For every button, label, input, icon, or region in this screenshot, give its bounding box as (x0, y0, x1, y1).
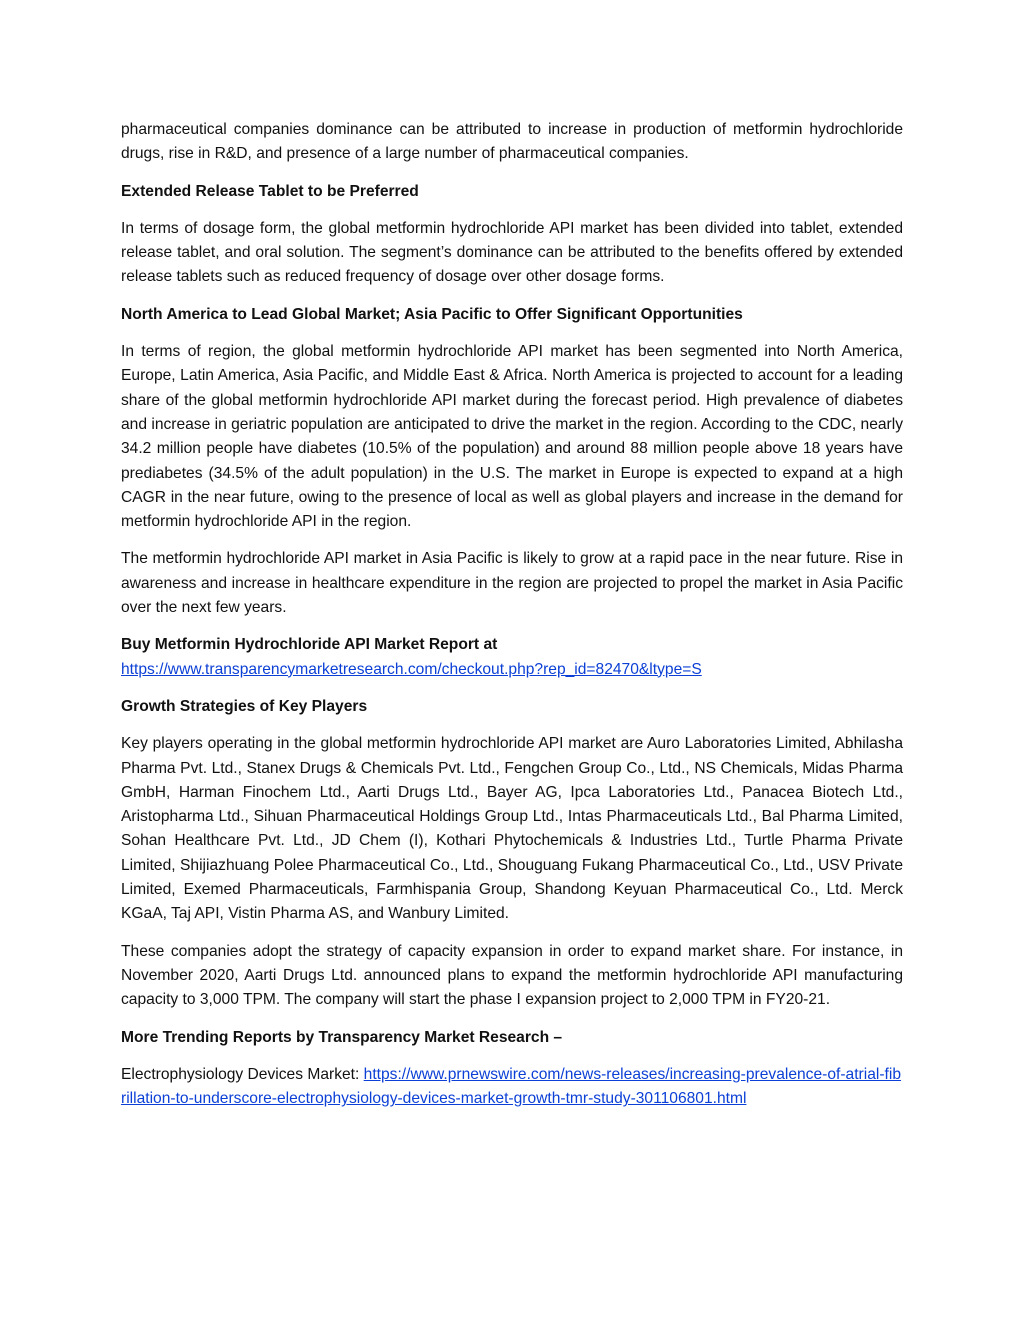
heading-north-america: North America to Lead Global Market; Asia Pacific to Offer Significant Opportunities (121, 305, 743, 323)
heading-extended-release: Extended Release Tablet to be Preferred (121, 182, 419, 200)
paragraph-key-players: Key players operating in the global metformin hydrochloride API market are Auro Laboratories Limited, Abhilasha Pharma Pvt. Ltd., Stanex Drugs & Chemicals Pvt. Ltd., Fengchen Group Co., Ltd., NS Chemicals, Midas Pharma GmbH, Harman Finochem Ltd., Aarti Drugs Ltd., Bayer AG, Ipca Laboratories Ltd., Panacea Biotech Ltd., Aristopharma Ltd., Sihuan Pharmaceutical Holdings Group Ltd., Intas Pharmaceuticals Ltd., Bal Pharma Limited, Sohan Healthcare Pvt. Ltd., JD Chem (I), Kothari Phytochemicals & Industries Ltd., Turtle Pharma Private Limited, Shijiazhuang Polee Pharmaceutical Co., Ltd., Shouguang Fukang Pharmaceutical Co., Ltd., USV Private Limited, Exemed Pharmaceuticals, Farmhispania Group, Shandong Keyuan Pharmaceutical Co., Ltd. Merck KGaA, Taj API, Vistin Pharma AS, and Wanbury Limited. (121, 735, 903, 923)
heading-trending-reports: More Trending Reports by Transparency Market Research – (121, 1028, 563, 1046)
buy-report-label: Buy Metformin Hydrochloride API Market Report at (121, 636, 498, 654)
trending-report-label: Electrophysiology Devices Market: (121, 1065, 364, 1083)
heading-growth-strategies: Growth Strategies of Key Players (121, 697, 368, 715)
paragraph-intro-continued: pharmaceutical companies dominance can be attributed to increase in production of metformin hydrochloride drugs, rise in R&D, and presence of a large number of pharmaceutical companies. (121, 121, 903, 163)
paragraph-region: In terms of region, the global metformin hydrochloride API market has been segmented into North America, Europe, Latin America, Asia Pacific, and Middle East & Africa. North America is projected to account for a leading share of the global metformin hydrochloride API market during the forecast period. High prevalence of diabetes and increase in geriatric population are anticipated to drive the market in the region. According to the CDC, nearly 34.2 million people have diabetes (10.5% of the population) and around 88 million people above 18 years have prediabetes (34.5% of the adult population) in the U.S. The market in Europe is expected to expand at a high CAGR in the near future, owing to the presence of local as well as global players and increase in the demand for metformin hydrochloride API in the region. (121, 343, 903, 531)
trending-report-item (121, 1063, 903, 1112)
paragraph-dosage-form: In terms of dosage form, the global metformin hydrochloride API market has been divided into tablet, extended release tablet, and oral solution. The segment’s dominance can be attributed to the benefits offered by extended release tablets such as reduced frequency of dosage over other dosage forms. (121, 219, 903, 286)
buy-report-link[interactable]: https://www.transparencymarketresearch.com/checkout.php?rep_id=82470&ltype=S (121, 660, 702, 678)
paragraph-asia-pacific: The metformin hydrochloride API market in Asia Pacific is likely to grow at a rapid pace in the near future. Rise in awareness and increase in healthcare expenditure in the region are projected to propel the market in Asia Pacific over the next few years. (121, 550, 903, 617)
trending-report-link[interactable]: https://www.prnewswire.com/news-releases/increasing-prevalence-of-atrial-fibrillation-to-underscore-electrophysiology-devices-market-growth-tmr-study-301106801.html (121, 1065, 901, 1108)
document-page (121, 118, 903, 1124)
paragraph-capacity-expansion: These companies adopt the strategy of capacity expansion in order to expand market share. For instance, in November 2020, Aarti Drugs Ltd. announced plans to expand the metformin hydrochloride API manufacturing capacity to 3,000 TPM. The company will start the phase I expansion project to 2,000 TPM in FY20-21. (121, 942, 903, 1009)
buy-report-block (121, 633, 903, 682)
